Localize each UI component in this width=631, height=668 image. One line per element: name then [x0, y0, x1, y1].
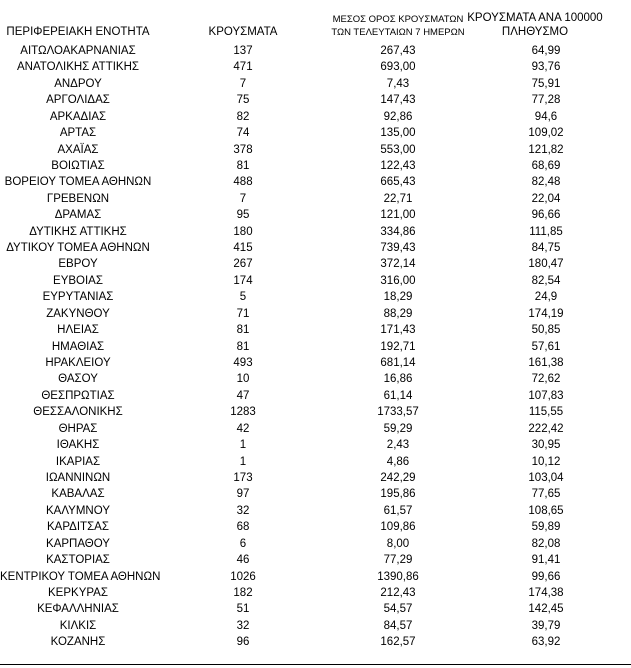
region-cell: ΗΛΕΙΑΣ [57, 324, 99, 337]
header-per-line1: ΚΡΟΥΣΜΑΤΑ ΑΝΑ 100000 [467, 12, 603, 24]
table-row [0, 454, 631, 470]
table-row [0, 388, 631, 404]
region-cell: ΚΟΖΑΝΗΣ [50, 636, 106, 649]
region-cell: ΖΑΚΥΝΘΟΥ [46, 307, 110, 320]
seven-day-average-cell: 135,00 [380, 127, 416, 140]
region-cell: ΚΕΦΑΛΛΗΝΙΑΣ [37, 603, 119, 616]
header-region: ΠΕΡΙΦΕΡΕΙΑΚΗ ΕΝΟΤΗΤΑ [6, 26, 150, 38]
per-100k-cell: 22,04 [531, 192, 561, 205]
seven-day-average-cell: 22,71 [383, 192, 413, 205]
cases-cell: 95 [236, 209, 250, 222]
region-cell: ΑΡΚΑΔΙΑΣ [49, 110, 107, 123]
cases-cell: 51 [236, 603, 250, 616]
cases-cell: 32 [236, 619, 250, 632]
cases-cell: 82 [236, 110, 250, 123]
table-row [0, 371, 631, 387]
seven-day-average-cell: 59,29 [383, 422, 413, 435]
seven-day-average-cell: 693,00 [380, 61, 416, 74]
table-row [0, 125, 631, 141]
seven-day-average-cell: 665,43 [380, 176, 416, 189]
table-row [0, 142, 631, 158]
per-100k-cell: 222,42 [528, 422, 564, 435]
per-100k-cell: 57,61 [531, 340, 561, 353]
seven-day-average-cell: 109,86 [380, 521, 416, 534]
table-row [0, 519, 631, 535]
region-cell: ΕΥΒΟΙΑΣ [53, 274, 103, 287]
per-100k-cell: 64,99 [531, 45, 561, 57]
per-100k-cell: 142,45 [528, 603, 564, 616]
header-per-100k [466, 11, 604, 39]
table-row [0, 634, 631, 650]
region-cell: ΒΟΙΩΤΙΑΣ [51, 159, 105, 172]
cases-cell: 488 [233, 176, 253, 189]
header-per-line2: ΠΛΗΘΥΣΜΟ [501, 26, 569, 38]
cases-cell: 471 [233, 61, 253, 74]
per-100k-cell: 109,02 [528, 127, 564, 140]
seven-day-average-cell: 84,57 [383, 619, 413, 632]
cases-cell: 81 [236, 159, 250, 172]
table-row [0, 76, 631, 92]
bottom-rule [0, 664, 631, 665]
cases-cell: 1283 [230, 406, 256, 419]
seven-day-average-cell: 88,29 [383, 307, 413, 320]
header-avg-line2: ΤΩΝ ΤΕΛΕΥΤΑΙΩΝ 7 ΗΜΕΡΩΝ [331, 27, 465, 38]
table-row [0, 224, 631, 240]
seven-day-average-cell: 334,86 [380, 225, 416, 238]
seven-day-average-cell: 147,43 [380, 94, 416, 107]
cases-cell: 71 [236, 307, 250, 320]
table-row [0, 240, 631, 256]
region-cell: ΕΒΡΟΥ [58, 258, 98, 271]
seven-day-average-cell: 2,43 [386, 439, 410, 452]
seven-day-average-cell: 61,57 [383, 504, 413, 517]
per-100k-cell: 50,85 [531, 324, 561, 337]
cases-cell: 5 [239, 291, 247, 304]
per-100k-cell: 68,69 [531, 159, 561, 172]
per-100k-cell: 30,95 [531, 439, 561, 452]
per-100k-cell: 94,6 [534, 110, 558, 123]
region-cell: ΙΩΑΝΝΙΝΩΝ [45, 471, 111, 484]
table-row [0, 158, 631, 174]
per-100k-cell: 121,82 [528, 143, 564, 156]
table-row [0, 585, 631, 601]
cases-cell: 10 [236, 373, 250, 386]
region-cell: ΗΡΑΚΛΕΙΟΥ [45, 357, 111, 370]
per-100k-cell: 96,66 [531, 209, 561, 222]
region-cell: ΗΜΑΘΙΑΣ [51, 340, 105, 353]
seven-day-average-cell: 372,14 [380, 258, 416, 271]
region-cell: ΚΑΡΔΙΤΣΑΣ [47, 521, 109, 534]
region-cell: ΘΑΣΟΥ [58, 373, 98, 386]
seven-day-average-cell: 316,00 [380, 274, 416, 287]
table-row [0, 601, 631, 617]
cases-cell: 137 [233, 45, 253, 57]
seven-day-average-cell: 121,00 [380, 209, 416, 222]
table-row [0, 404, 631, 420]
seven-day-average-cell: 7,43 [386, 77, 410, 90]
per-100k-cell: 161,38 [528, 357, 564, 370]
seven-day-average-cell: 267,43 [380, 45, 416, 57]
table-row [0, 174, 631, 190]
seven-day-average-cell: 4,86 [386, 455, 410, 468]
seven-day-average-cell: 171,43 [380, 324, 416, 337]
per-100k-cell: 10,12 [531, 455, 561, 468]
cases-cell: 81 [236, 340, 250, 353]
cases-cell: 42 [236, 422, 250, 435]
per-100k-cell: 180,47 [528, 258, 564, 271]
per-100k-cell: 72,62 [531, 373, 561, 386]
table-row [0, 306, 631, 322]
region-cell: ΑΝΔΡΟΥ [54, 77, 102, 90]
region-cell: ΒΟΡΕΙΟΥ ΤΟΜΕΑ ΑΘΗΝΩΝ [4, 176, 152, 189]
per-100k-cell: 103,04 [528, 471, 564, 484]
per-100k-cell: 82,08 [531, 537, 561, 550]
region-cell: ΑΧΑΪΑΣ [57, 143, 99, 156]
table-row [0, 322, 631, 338]
seven-day-average-cell: 192,71 [380, 340, 416, 353]
seven-day-average-cell: 553,00 [380, 143, 416, 156]
table-row [0, 59, 631, 75]
table-header [0, 10, 631, 40]
seven-day-average-cell: 61,14 [383, 389, 413, 402]
region-cell: ΚΑΒΑΛΑΣ [51, 488, 105, 501]
cases-cell: 7 [239, 192, 247, 205]
table-row [0, 618, 631, 634]
seven-day-average-cell: 16,86 [383, 373, 413, 386]
per-100k-cell: 77,65 [531, 488, 561, 501]
cases-cell: 1 [239, 455, 247, 468]
region-cell: ΚΑΛΥΜΝΟΥ [46, 504, 110, 517]
cases-cell: 47 [236, 389, 250, 402]
table-row [0, 289, 631, 305]
table-row [0, 207, 631, 223]
table-row [0, 92, 631, 108]
region-cell: ΚΑΡΠΑΘΟΥ [46, 537, 110, 550]
header-seven-day-average [318, 13, 478, 39]
region-cell: ΚΕΝΤΡΙΚΟΥ ΤΟΜΕΑ ΑΘΗΝΩΝ [0, 570, 161, 583]
seven-day-average-cell: 8,00 [386, 537, 410, 550]
region-cell: ΙΘΑΚΗΣ [56, 439, 100, 452]
cases-cell: 6 [239, 537, 247, 550]
cases-cell: 173 [233, 471, 253, 484]
table-row [0, 437, 631, 453]
cases-cell: 81 [236, 324, 250, 337]
table-row [0, 273, 631, 289]
cases-cell: 182 [233, 586, 253, 599]
table-row [0, 536, 631, 552]
per-100k-cell: 84,75 [531, 242, 561, 255]
region-cell: ΑΡΓΟΛΙΔΑΣ [46, 94, 110, 107]
per-100k-cell: 174,19 [528, 307, 564, 320]
cases-cell: 493 [233, 357, 253, 370]
region-cell: ΙΚΑΡΙΑΣ [55, 455, 101, 468]
region-cell: ΚΙΛΚΙΣ [59, 619, 97, 632]
per-100k-cell: 77,28 [531, 94, 561, 107]
region-cell: ΕΥΡΥΤΑΝΙΑΣ [42, 291, 114, 304]
cases-cell: 180 [233, 225, 253, 238]
per-100k-cell: 39,79 [531, 619, 561, 632]
per-100k-cell: 108,65 [528, 504, 564, 517]
seven-day-average-cell: 242,29 [380, 471, 416, 484]
region-cell: ΔΥΤΙΚΟΥ ΤΟΜΕΑ ΑΘΗΝΩΝ [6, 242, 150, 255]
table-row [0, 256, 631, 272]
per-100k-cell: 115,55 [528, 406, 564, 419]
per-100k-cell: 24,9 [534, 291, 558, 304]
seven-day-average-cell: 1390,86 [377, 570, 419, 583]
region-cell: ΔΡΑΜΑΣ [54, 209, 102, 222]
region-cell: ΚΑΣΤΟΡΙΑΣ [46, 554, 110, 567]
per-100k-cell: 59,89 [531, 521, 561, 534]
cases-cell: 75 [236, 94, 250, 107]
cases-cell: 1026 [230, 570, 256, 583]
region-cell: ΘΕΣΣΑΛΟΝΙΚΗΣ [33, 406, 123, 419]
per-100k-cell: 107,83 [528, 389, 564, 402]
seven-day-average-cell: 195,86 [380, 488, 416, 501]
header-cases: ΚΡΟΥΣΜΑΤΑ [208, 26, 278, 38]
seven-day-average-cell: 18,29 [383, 291, 413, 304]
region-cell: ΓΡΕΒΕΝΩΝ [46, 192, 110, 205]
region-cell: ΑΝΑΤΟΛΙΚΗΣ ΑΤΤΙΚΗΣ [16, 61, 139, 74]
cases-cell: 74 [236, 127, 250, 140]
cases-cell: 1 [239, 439, 247, 452]
table-row [0, 339, 631, 355]
cases-cell: 32 [236, 504, 250, 517]
table-row [0, 109, 631, 125]
per-100k-cell: 174,38 [528, 586, 564, 599]
table-row [0, 552, 631, 568]
table-row [0, 191, 631, 207]
region-cell: ΔΥΤΙΚΗΣ ΑΤΤΙΚΗΣ [29, 225, 127, 238]
table-row [0, 43, 631, 59]
region-cell: ΘΗΡΑΣ [58, 422, 98, 435]
cases-cell: 378 [233, 143, 253, 156]
cases-cell: 174 [233, 274, 253, 287]
seven-day-average-cell: 212,43 [380, 586, 416, 599]
table-row [0, 486, 631, 502]
cases-cell: 7 [239, 77, 247, 90]
seven-day-average-cell: 122,43 [380, 159, 416, 172]
per-100k-cell: 91,41 [531, 554, 561, 567]
table-row [0, 355, 631, 371]
table-row [0, 470, 631, 486]
per-100k-cell: 82,54 [531, 274, 561, 287]
seven-day-average-cell: 681,14 [380, 357, 416, 370]
per-100k-cell: 82,48 [531, 176, 561, 189]
cases-cell: 415 [233, 242, 253, 255]
cases-cell: 46 [236, 554, 250, 567]
table-row [0, 569, 631, 585]
header-avg-line1: ΜΕΣΟΣ ΟΡΟΣ ΚΡΟΥΣΜΑΤΩΝ [332, 14, 464, 25]
per-100k-cell: 99,66 [531, 570, 561, 583]
seven-day-average-cell: 92,86 [383, 110, 413, 123]
per-100k-cell: 111,85 [529, 225, 563, 238]
region-cell: ΚΕΡΚΥΡΑΣ [48, 586, 108, 599]
table-row [0, 421, 631, 437]
seven-day-average-cell: 739,43 [380, 242, 416, 255]
region-cell: ΑΙΤΩΛΟΑΚΑΡΝΑΝΙΑΣ [20, 45, 136, 57]
cases-cell: 267 [233, 258, 253, 271]
region-cell: ΘΕΣΠΡΩΤΙΑΣ [41, 389, 115, 402]
table-row [0, 503, 631, 519]
seven-day-average-cell: 162,57 [380, 636, 416, 649]
cases-cell: 68 [236, 521, 250, 534]
table-body [0, 43, 631, 651]
seven-day-average-cell: 54,57 [383, 603, 413, 616]
region-cell: ΑΡΤΑΣ [59, 127, 97, 140]
cases-cell: 97 [236, 488, 250, 501]
per-100k-cell: 63,92 [531, 636, 561, 649]
seven-day-average-cell: 1733,57 [377, 406, 419, 419]
cases-cell: 96 [236, 636, 250, 649]
per-100k-cell: 93,76 [531, 61, 561, 74]
per-100k-cell: 75,91 [531, 77, 561, 90]
seven-day-average-cell: 77,29 [383, 554, 413, 567]
